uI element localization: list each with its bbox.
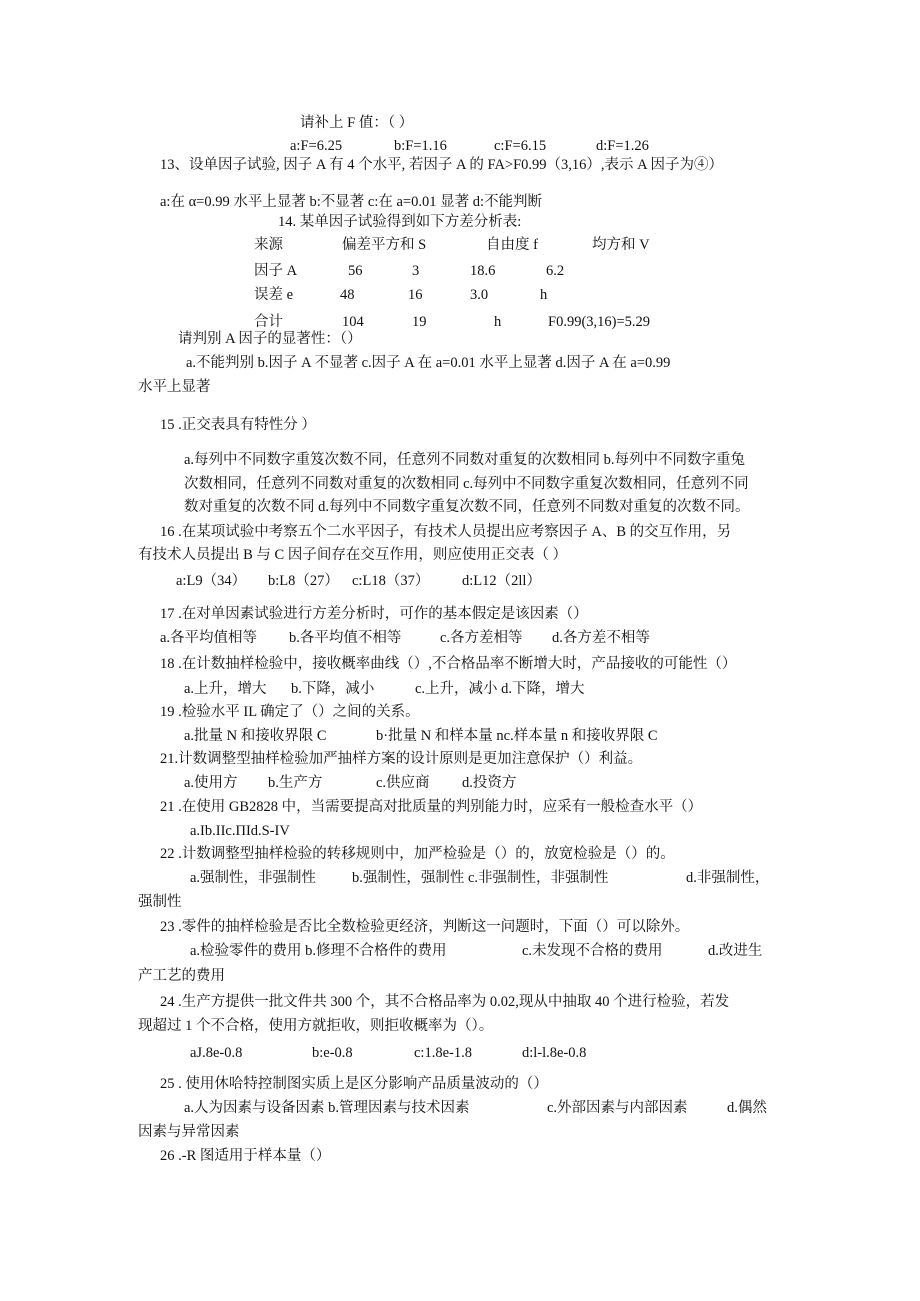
table-cell: h — [494, 314, 502, 330]
q19-stem: 19 .检验水平 IL 确定了（）之间的关系。 — [160, 704, 420, 720]
q17-option-d: d.各方差不相等 — [552, 630, 650, 646]
q21b-options: a.Ib.IIc.ΠId.S-IV — [190, 823, 290, 839]
q19-option-bc: b·批量 N 和样本量 nc.样本量 n 和接收界限 C — [376, 728, 658, 744]
q22-option-d: d.非强制性， — [686, 870, 770, 886]
q14-options-line1: a.不能判别 b.因子 A 不显著 c.因子 A 在 a=0.01 水平上显著 d.因子 A 在 a=0.99 — [186, 355, 671, 371]
q21a-option-b: b.生产方 — [268, 775, 323, 791]
q24-option-c: c:1.8e-1.8 — [414, 1045, 472, 1061]
q25-option-c: c.外部因素与内部因素 — [547, 1100, 688, 1116]
table-cell: h — [540, 287, 548, 303]
q23-option-c: c.未发现不合格的费用 — [522, 943, 663, 959]
q18-option-cd: c.上升，减小 d.下降，增大 — [415, 681, 585, 697]
q12-option-b: b:F=1.16 — [394, 138, 447, 154]
q12-prompt: 请补上 F 值：（ ） — [300, 115, 414, 131]
table-cell: 3 — [412, 263, 420, 279]
q16-option-c: c:L18（37） — [352, 573, 430, 589]
q15-line2: 次数相同，任意列不同数对重复的次数相同 c.每列中不同数字重复次数相同，任意列不同 — [184, 476, 749, 492]
q22-wrap: 强制性 — [138, 894, 182, 910]
q22-option-a: a.强制性，非强制性 — [190, 870, 317, 886]
table-cell: 3.0 — [470, 287, 489, 303]
q25-option-d: d.偶然 — [727, 1100, 767, 1116]
q24-option-a: aJ.8e-0.8 — [190, 1045, 243, 1061]
table-cell: 19 — [412, 314, 427, 330]
table-header-df: 自由度 f — [486, 237, 538, 253]
q22-option-bc: b.强制性，强制性 c.非强制性，非强制性 — [352, 870, 609, 886]
q23-wrap: 产工艺的费用 — [138, 968, 225, 984]
q17-option-c: c.各方差相等 — [440, 630, 523, 646]
q18-stem: 18 .在计数抽样检验中，接收概率曲线（）,不合格品率不断增大时，产品接收的可能性（） — [160, 656, 737, 672]
q18-option-a: a.上升，增大 — [184, 681, 267, 697]
q23-stem: 23 .零件的抽样检验是否比全数检验更经济，判断这一问题时，下面（）可以除外。 — [160, 919, 690, 935]
table-cell: 104 — [342, 314, 364, 330]
q16-line2: 有技术人员提出 B 与 C 因子间存在交互作用，则应使用正交表（ ） — [138, 547, 567, 563]
q25-wrap: 因素与异常因素 — [138, 1124, 240, 1140]
q15-stem: 15 .正交表具有特性分 ） — [160, 417, 316, 433]
table-cell: 48 — [340, 287, 355, 303]
q24-option-d: d:l-l.8e-0.8 — [522, 1045, 587, 1061]
q17-option-a: a.各平均值相等 — [160, 630, 258, 646]
q24-line1: 24 .生产方提供一批文件共 300 个，其不合格品率为 0.02,现从中抽取 40 个进行检验，若发 — [160, 994, 730, 1010]
q16-line1: 16 .在某项试验中考察五个二水平因子，有技术人员提出应考察因子 A、B 的交互作用，另 — [160, 524, 732, 540]
q18-option-b: b.下降，减小 — [291, 681, 375, 697]
table-header-ss: 偏差平方和 S — [342, 237, 427, 253]
q16-option-b: b:L8（27） — [268, 573, 339, 589]
q26-stem: 26 .-R 图适用于样本量（） — [160, 1148, 331, 1164]
table-header-ms: 均方和 V — [592, 237, 650, 253]
q24-line2: 现超过 1 个不合格，使用方就拒收，则拒收概率为（）。 — [138, 1018, 494, 1034]
q17-stem: 17 .在对单因素试验进行方差分析时，可作的基本假定是该因素（） — [160, 606, 588, 622]
q14-question: 请判别 A 因子的显著性：（） — [178, 331, 362, 347]
q14-stem: 14. 某单因子试验得到如下方差分析表: — [278, 214, 522, 230]
q23-option-d: d.改进生 — [708, 943, 763, 959]
table-cell: F0.99(3,16)=5.29 — [548, 314, 651, 330]
q21a-stem: 21.计数调整型抽样检验加严抽样方案的设计原则是更加注意保护（）利益。 — [160, 751, 643, 767]
q19-option-a: a.批量 N 和接收界限 C — [184, 728, 327, 744]
q15-line1: a.每列中不同数字重笈次数不同，任意列不同数对重复的次数相同 b.每列中不同数字重兔 — [184, 452, 746, 468]
q14-options-line2: 水平上显著 — [138, 379, 211, 395]
q25-option-ab: a.人为因素与设备因素 b.管理因素与技术因素 — [184, 1100, 470, 1116]
q21a-option-a: a.使用方 — [184, 775, 238, 791]
q25-stem: 25 . 使用休哈特控制图实质上是区分影响产品质量波动的（） — [160, 1076, 548, 1092]
table-cell: 16 — [408, 287, 423, 303]
table-header-source: 来源 — [254, 237, 283, 253]
q13-stem: 13、设单因子试验, 因子 A 有 4 个水平, 若因子 A 的 FA>F0.99（3,16）,表示 A 因子为④） — [160, 157, 723, 173]
q12-option-d: d:F=1.26 — [596, 138, 649, 154]
q15-line3: 数对重复的次数不同 d.每列中不同数字重复次数不同，任意列不同数对重复的次数不同。 — [184, 499, 750, 515]
q24-option-b: b:e-0.8 — [312, 1045, 353, 1061]
q16-option-a: a:L9（34） — [176, 573, 247, 589]
q12-option-c: c:F=6.15 — [494, 138, 547, 154]
q21b-stem: 21 .在使用 GB2828 中，当需要提高对批质量的判别能力时，应采有一般检查水平（） — [160, 799, 703, 815]
q22-stem: 22 .计数调整型抽样检验的转移规则中，加严检验是（）的，放宽检验是（）的。 — [160, 846, 675, 862]
q21a-option-d: d.投资方 — [462, 775, 517, 791]
q17-option-b: b.各平均值不相等 — [289, 630, 402, 646]
table-cell: 56 — [348, 263, 363, 279]
table-row-error-label: 误差 e — [254, 287, 294, 303]
q21a-option-c: c.供应商 — [376, 775, 430, 791]
table-cell: 18.6 — [470, 263, 496, 279]
q23-option-ab: a.检验零件的费用 b.修理不合格件的费用 — [190, 943, 447, 959]
q16-option-d: d:L12（2ll） — [462, 573, 541, 589]
q13-options: a:在 α=0.99 水平上显著 b:不显著 c:在 a=0.01 显著 d:不能判断 — [160, 194, 542, 210]
table-cell: 6.2 — [546, 263, 565, 279]
table-row-factor-a-label: 因子 A — [254, 263, 298, 279]
q12-option-a: a:F=6.25 — [290, 138, 343, 154]
table-row-total-label: 合计 — [254, 314, 283, 330]
